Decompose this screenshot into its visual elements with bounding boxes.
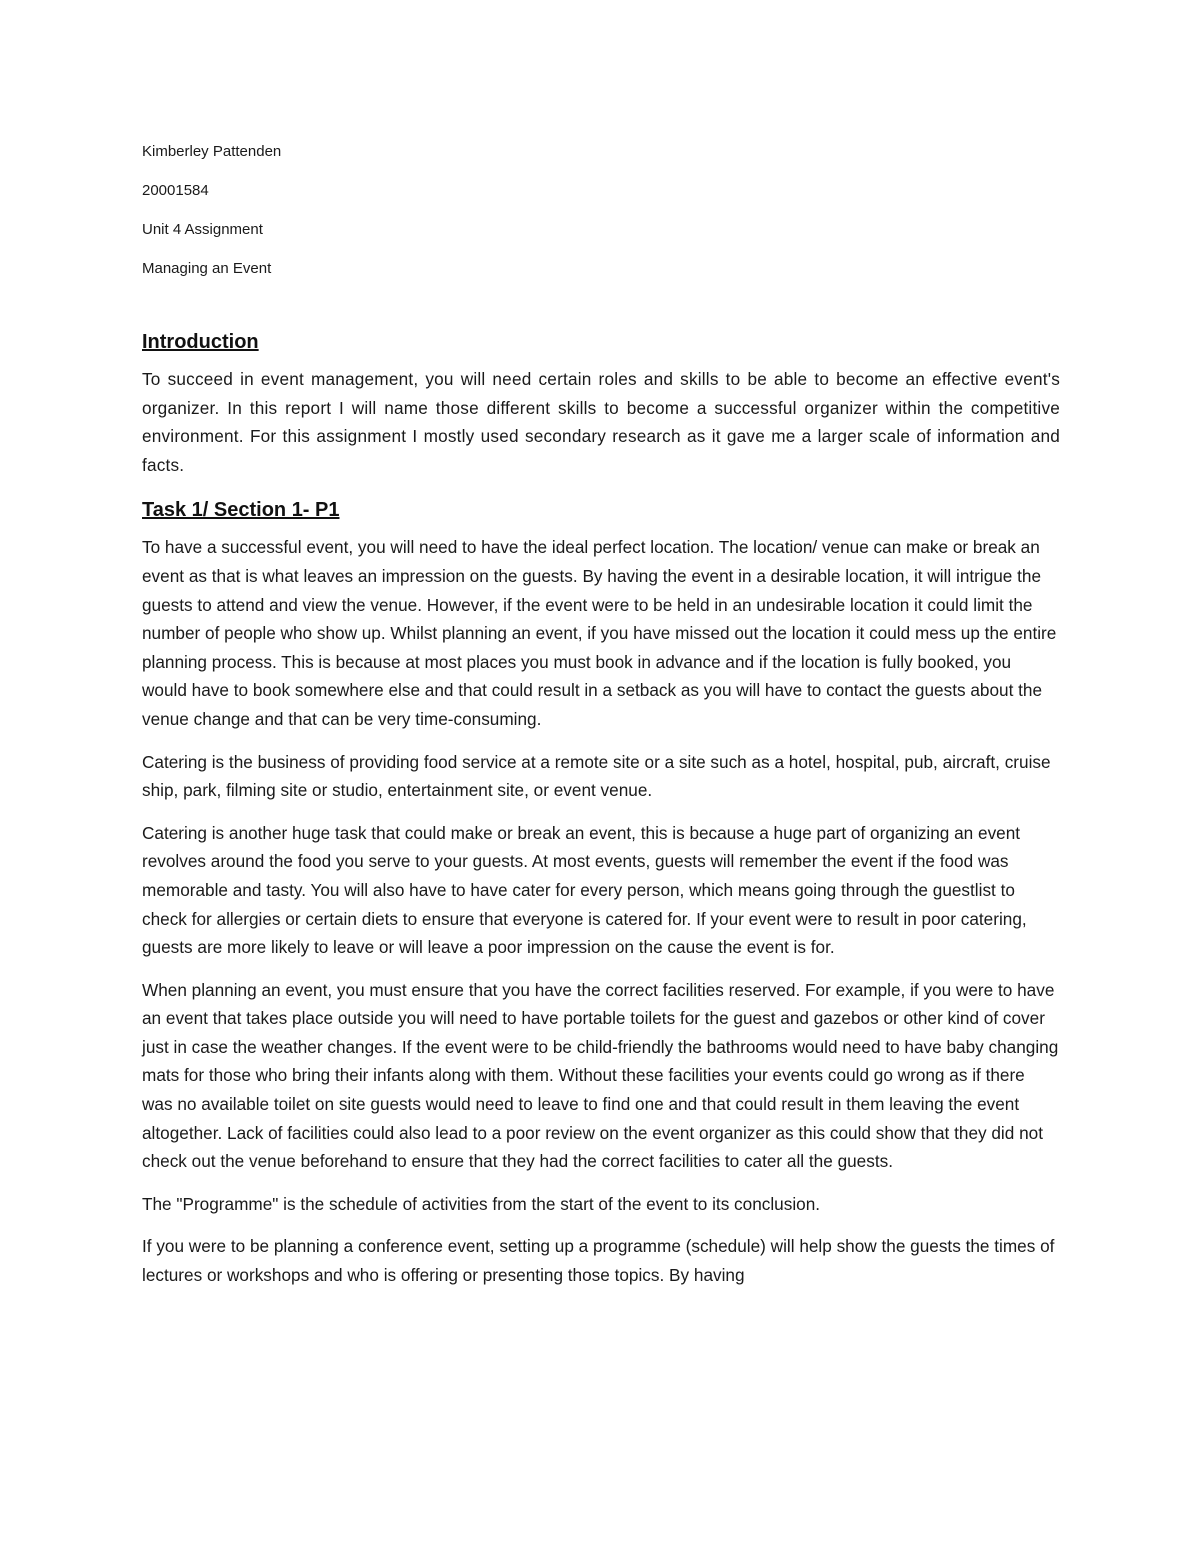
programme-definition-paragraph: The "Programme" is the schedule of activities from the start of the event to its conclusion. — [142, 1193, 821, 1214]
catering-paragraph: Catering is another huge task that could make or break an event, this is because a huge part of organizing an event revolves around the food you serve to your guests. At most events, guests will remember the event if the food was memorable and tasty. You will also have to have cater for every person, which means going through the guestlist to check for allergies or certain diets to ensure that everyone is catered for. If your event were to result in poor catering, guests are more likely to leave or will leave a poor impression on the cause the event is for. — [142, 822, 1027, 958]
author-name: Kimberley Pattenden — [142, 143, 282, 160]
programme-paragraph: If you were to be planning a conference event, setting up a programme (schedule) will help show the guests the times of lectures or workshops and who is offering or presenting those topics. By having — [142, 1236, 1055, 1286]
location-paragraph: To have a successful event, you will need to have the ideal perfect location. The location/ venue can make or break an event as that is what leaves an impression on the guests. By having the event in a desirable location, it will intrigue the guests to attend and view the venue. However, if the event were to be held in an undesirable location it could limit the number of people who show up. Whilst planning an event, if you have missed out the location it could mess up the entire planning process. This is because at most places you must book in advance and if the location is fully booked, you would have to book somewhere else and that could result in a setback as you will have to contact the guests about the venue change and that can be very time-consuming. — [142, 537, 1057, 729]
introduction-heading: Introduction — [142, 331, 259, 353]
catering-definition-paragraph: Catering is the business of providing food service at a remote site or a site such as a hotel, hospital, pub, aircraft, cruise ship, park, filming site or studio, entertainment site, or event venue. — [142, 751, 1051, 801]
unit-label: Unit 4 Assignment — [142, 221, 263, 238]
student-id: 20001584 — [142, 182, 209, 199]
document-header — [142, 140, 1060, 281]
document-content — [142, 140, 1060, 1304]
assignment-title: Managing an Event — [142, 260, 272, 277]
task1-heading: Task 1/ Section 1- P1 — [142, 499, 340, 522]
facilities-paragraph: When planning an event, you must ensure that you have the correct facilities reserved. For example, if you were to have an event that takes place outside you will need to have portable toilets for the guest and gazebos or other kind of cover just in case the weather changes. If the event were to be child-friendly the bathrooms would need to have baby changing mats for those who bring their infants along with them. Without these facilities your events could go wrong as if there was no available toilet on site guests would need to leave to find one and that could result in them leaving the event altogether. Lack of facilities could also lead to a poor review on the event organizer as this could show that they did not check out the venue beforehand to ensure that they had the correct facilities to cater all the guests. — [142, 979, 1059, 1172]
introduction-paragraph: To succeed in event management, you will need certain roles and skills to be able to become an effective event's organizer. In this report I will name those different skills to become a successful organizer within the competitive environment. For this assignment I mostly used secondary research as it gave me a larger scale of information and facts. — [142, 369, 1060, 475]
